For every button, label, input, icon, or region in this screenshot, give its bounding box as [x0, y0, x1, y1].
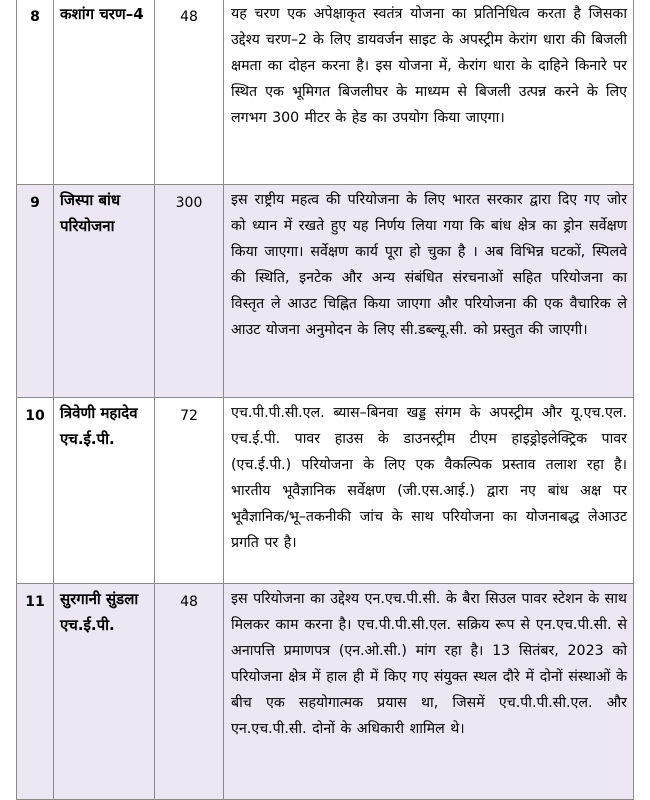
table-row: [17, 0, 634, 185]
serial-number: 8: [17, 0, 54, 185]
project-description: इस परियोजना का उद्देश्य एन.एच.पी.सी. के बैरा सिउल पावर स्टेशन के साथ मिलकर काम करना है। एच.पी.पी.सी.एल. सक्रिय रूप से एन.एच.पी.सी. से अनापत्ति प्रमाणपत्र (एन.ओ.सी.) मांग रहा है। 13 सितंबर, 2023 को परियोजना क्षेत्र में हाल ही में किए गए संयुक्त स्थल दौरे में दोनों संस्थाओं के बीच एक सहयोगात्मक प्रयास था, जिसमें एच.पी.पी.सी.एल. और एन.एच.पी.सी. दोनों के अधिकारी शामिल थे।: [224, 584, 634, 800]
project-name: जिस्पा बांध परियोजना: [54, 185, 155, 398]
project-description: इस राष्ट्रीय महत्व की परियोजना के लिए भारत सरकार द्वारा दिए गए जोर को ध्यान में रखते हुए यह निर्णय लिया गया कि बांध क्षेत्र का ड्रोन सर्वेक्षण किया जाएगा। सर्वेक्षण कार्य पूरा हो चुका है । अब विभिन्न घटकों, स्पिलवे की स्थिति, इनटेक और अन्य संबंधित संरचनाओं सहित परियोजना का विस्तृत ले आउट चिह्नित किया जाएगा और परियोजना की एक वैचारिक ले आउट योजना अनुमोदन के लिए सी.डब्ल्यू.सी. को प्रस्तुत की जाएगी।: [224, 185, 634, 398]
project-capacity: 300: [155, 185, 224, 398]
project-name: त्रिवेणी महादेव एच.ई.पी.: [54, 398, 155, 584]
project-description: एच.पी.पी.सी.एल. ब्यास–बिनवा खड्ड संगम के अपस्ट्रीम और यू.एच.एल. एच.ई.पी. पावर हाउस के डाउनस्ट्रीम टीएम हाइड्रोइलेक्ट्रिक पावर (एच.ई.पी.) परियोजना के लिए एक वैकल्पिक प्रस्ताव तलाश रहा है। भारतीय भूवैज्ञानिक सर्वेक्षण (जी.एस.आई.) द्वारा नए बांध अक्ष पर भूवैज्ञानिक/भू–तकनीकी जांच के साथ परियोजना का योजनाबद्ध लेआउट प्रगति पर है।: [224, 398, 634, 584]
project-capacity: 48: [155, 584, 224, 800]
table-row: [17, 584, 634, 800]
table-row: [17, 185, 634, 398]
project-name: कशांग चरण–4: [54, 0, 155, 185]
project-capacity: 48: [155, 0, 224, 185]
project-name: सुरगानी सुंडला एच.ई.पी.: [54, 584, 155, 800]
serial-number: 10: [17, 398, 54, 584]
serial-number: 11: [17, 584, 54, 800]
project-description: यह चरण एक अपेक्षाकृत स्वतंत्र योजना का प्रतिनिधित्व करता है जिसका उद्देश्य चरण–2 के लिए डायवर्जन साइट के अपस्ट्रीम केरांग धारा की बिजली क्षमता का दोहन करना है। इस योजना में, केरांग धारा के दाहिने किनारे पर स्थित एक भूमिगत बिजलीघर के माध्यम से बिजली उत्पन्न करने के लिए लगभग 300 मीटर के हेड का उपयोग किया जाएगा।: [224, 0, 634, 185]
table-row: [17, 398, 634, 584]
serial-number: 9: [17, 185, 54, 398]
project-capacity: 72: [155, 398, 224, 584]
projects-table: [16, 0, 634, 800]
